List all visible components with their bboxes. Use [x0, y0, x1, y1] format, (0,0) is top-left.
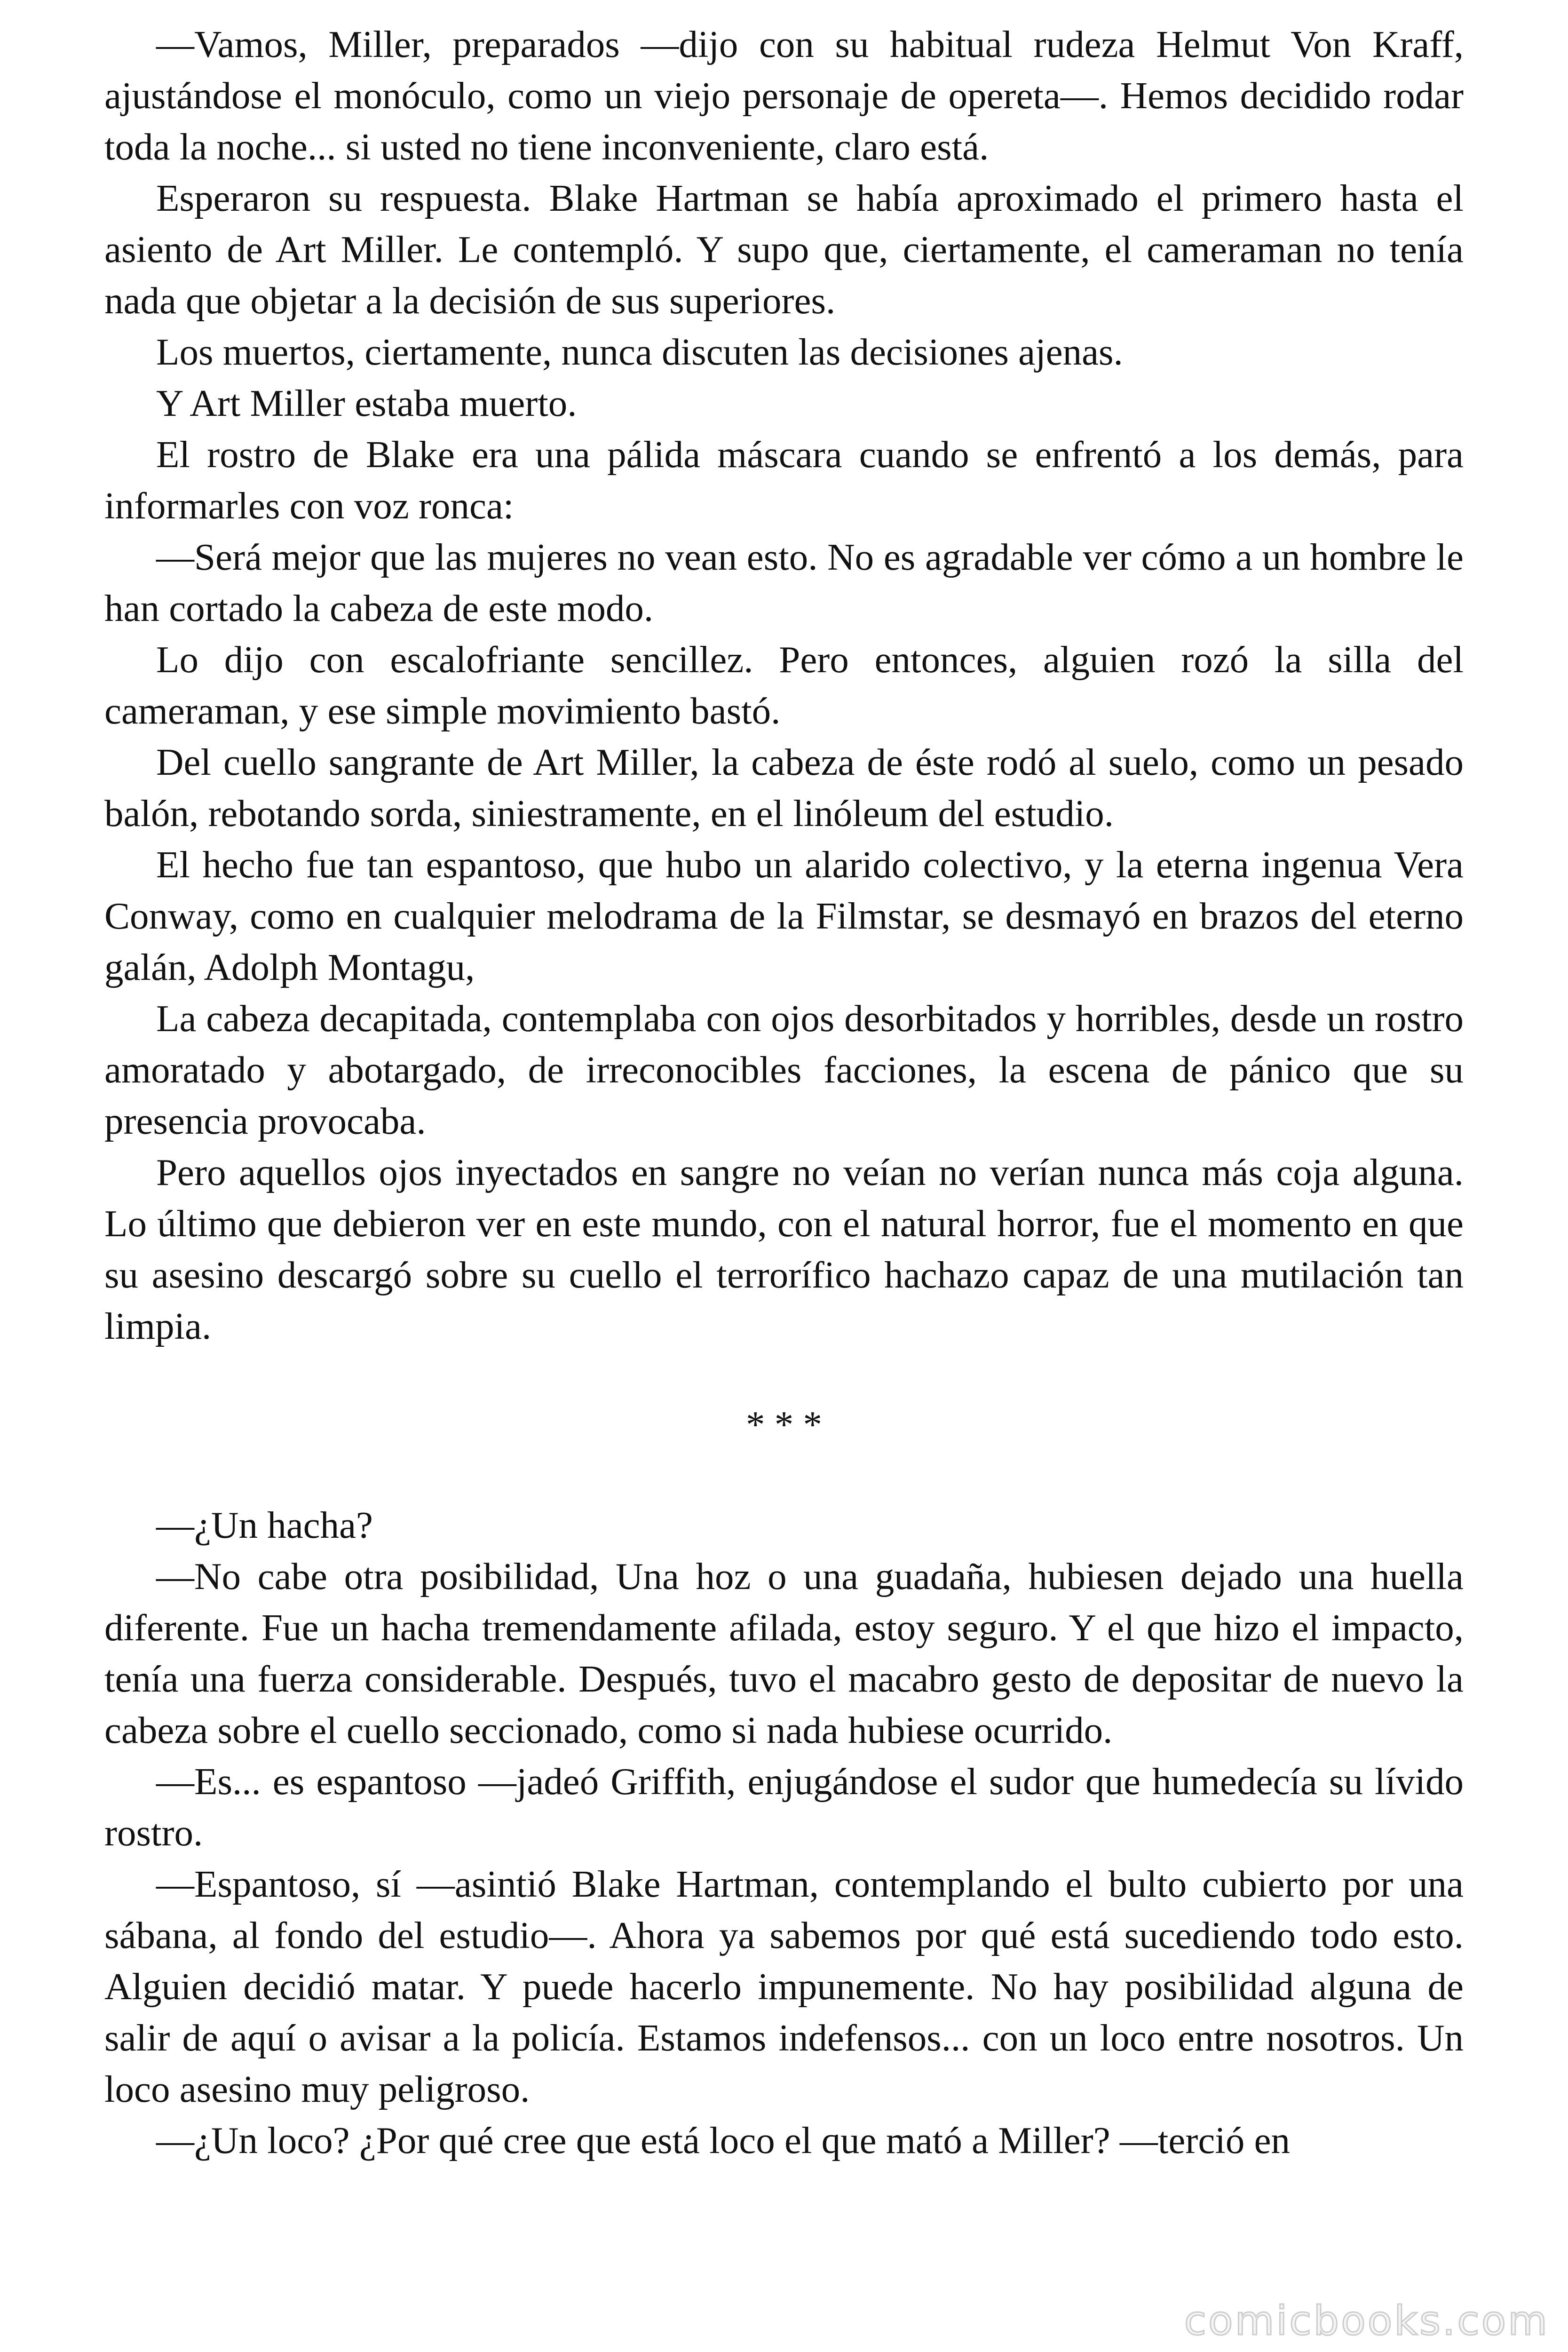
- paragraph: Los muertos, ciertamente, nunca discuten las decisiones ajenas.: [156, 331, 1123, 373]
- paragraph: El hecho fue tan espantoso, que hubo un alarido colectivo, y la eterna ingenua Vera Conway, como en cualquier melodrama de la Filmstar, se desmayó en brazos del eterno galán, Adolph Montagu,: [104, 843, 1464, 988]
- paragraph: —¿Un hacha?: [156, 1504, 373, 1546]
- text-section-before: [104, 19, 1464, 1352]
- watermark: comicbooks.com: [1184, 2297, 1549, 2344]
- paragraph: El rostro de Blake era una pálida máscara cuando se enfrentó a los demás, para informarles con voz ronca:: [104, 433, 1464, 527]
- paragraph: —Es... es espantoso —jadeó Griffith, enjugándose el sudor que humedecía su lívido rostro.: [104, 1760, 1464, 1854]
- scene-separator: * * *: [746, 1403, 822, 1446]
- paragraph: —Será mejor que las mujeres no vean esto. No es agradable ver cómo a un hombre le han cortado la cabeza de este modo.: [104, 536, 1464, 629]
- paragraph: —Vamos, Miller, preparados —dijo con su habitual rudeza Helmut Von Kraff, ajustándose el monóculo, como un viejo personaje de opereta—. Hemos decidido rodar toda la noche... si usted no tiene inconveniente, claro está.: [104, 23, 1464, 168]
- paragraph: —Espantoso, sí —asintió Blake Hartman, contemplando el bulto cubierto por una sábana, al fondo del estudio—. Ahora ya sabemos por qué está sucediendo todo esto. Alguien decidió matar. Y puede hacerlo impunemente. No hay posibilidad alguna de salir de aquí o avisar a la policía. Estamos indefensos... con un loco entre nosotros. Un loco asesino muy peligroso.: [104, 1863, 1464, 2110]
- paragraph: —¿Un loco? ¿Por qué cree que está loco el que mató a Miller? —terció en: [156, 2119, 1291, 2161]
- paragraph: Esperaron su respuesta. Blake Hartman se había aproximado el primero hasta el asiento de Art Miller. Le contempló. Y supo que, ciertamente, el cameraman no tenía nada que objetar a la decisión de sus superiores.: [104, 177, 1464, 322]
- paragraph: Pero aquellos ojos inyectados en sangre no veían no verían nunca más coja alguna. Lo último que debieron ver en este mundo, con el natural horror, fue el momento en que su asesino descargó sobre su cuello el terrorífico hachazo capaz de una mutilación tan limpia.: [104, 1151, 1464, 1347]
- paragraph: Del cuello sangrante de Art Miller, la cabeza de éste rodó al suelo, como un pesado balón, rebotando sorda, siniestramente, en el linóleum del estudio.: [104, 741, 1464, 834]
- page-body: [104, 19, 1464, 2166]
- text-section-after: [104, 1500, 1464, 2166]
- paragraph: Y Art Miller estaba muerto.: [156, 382, 577, 424]
- paragraph: —No cabe otra posibilidad, Una hoz o una guadaña, hubiesen dejado una huella diferente. Fue un hacha tremendamente afilada, estoy seguro. Y el que hizo el impacto, tenía una fuerza considerable. Después, tuvo el macabro gesto de depositar de nuevo la cabeza sobre el cuello seccionado, como si nada hubiese ocurrido.: [104, 1555, 1464, 1751]
- paragraph: Lo dijo con escalofriante sencillez. Pero entonces, alguien rozó la silla del cameraman, y ese simple movimiento bastó.: [104, 638, 1464, 732]
- paragraph: La cabeza decapitada, contemplaba con ojos desorbitados y horribles, desde un rostro amoratado y abotargado, de irreconocibles facciones, la escena de pánico que su presencia provocaba.: [104, 997, 1464, 1142]
